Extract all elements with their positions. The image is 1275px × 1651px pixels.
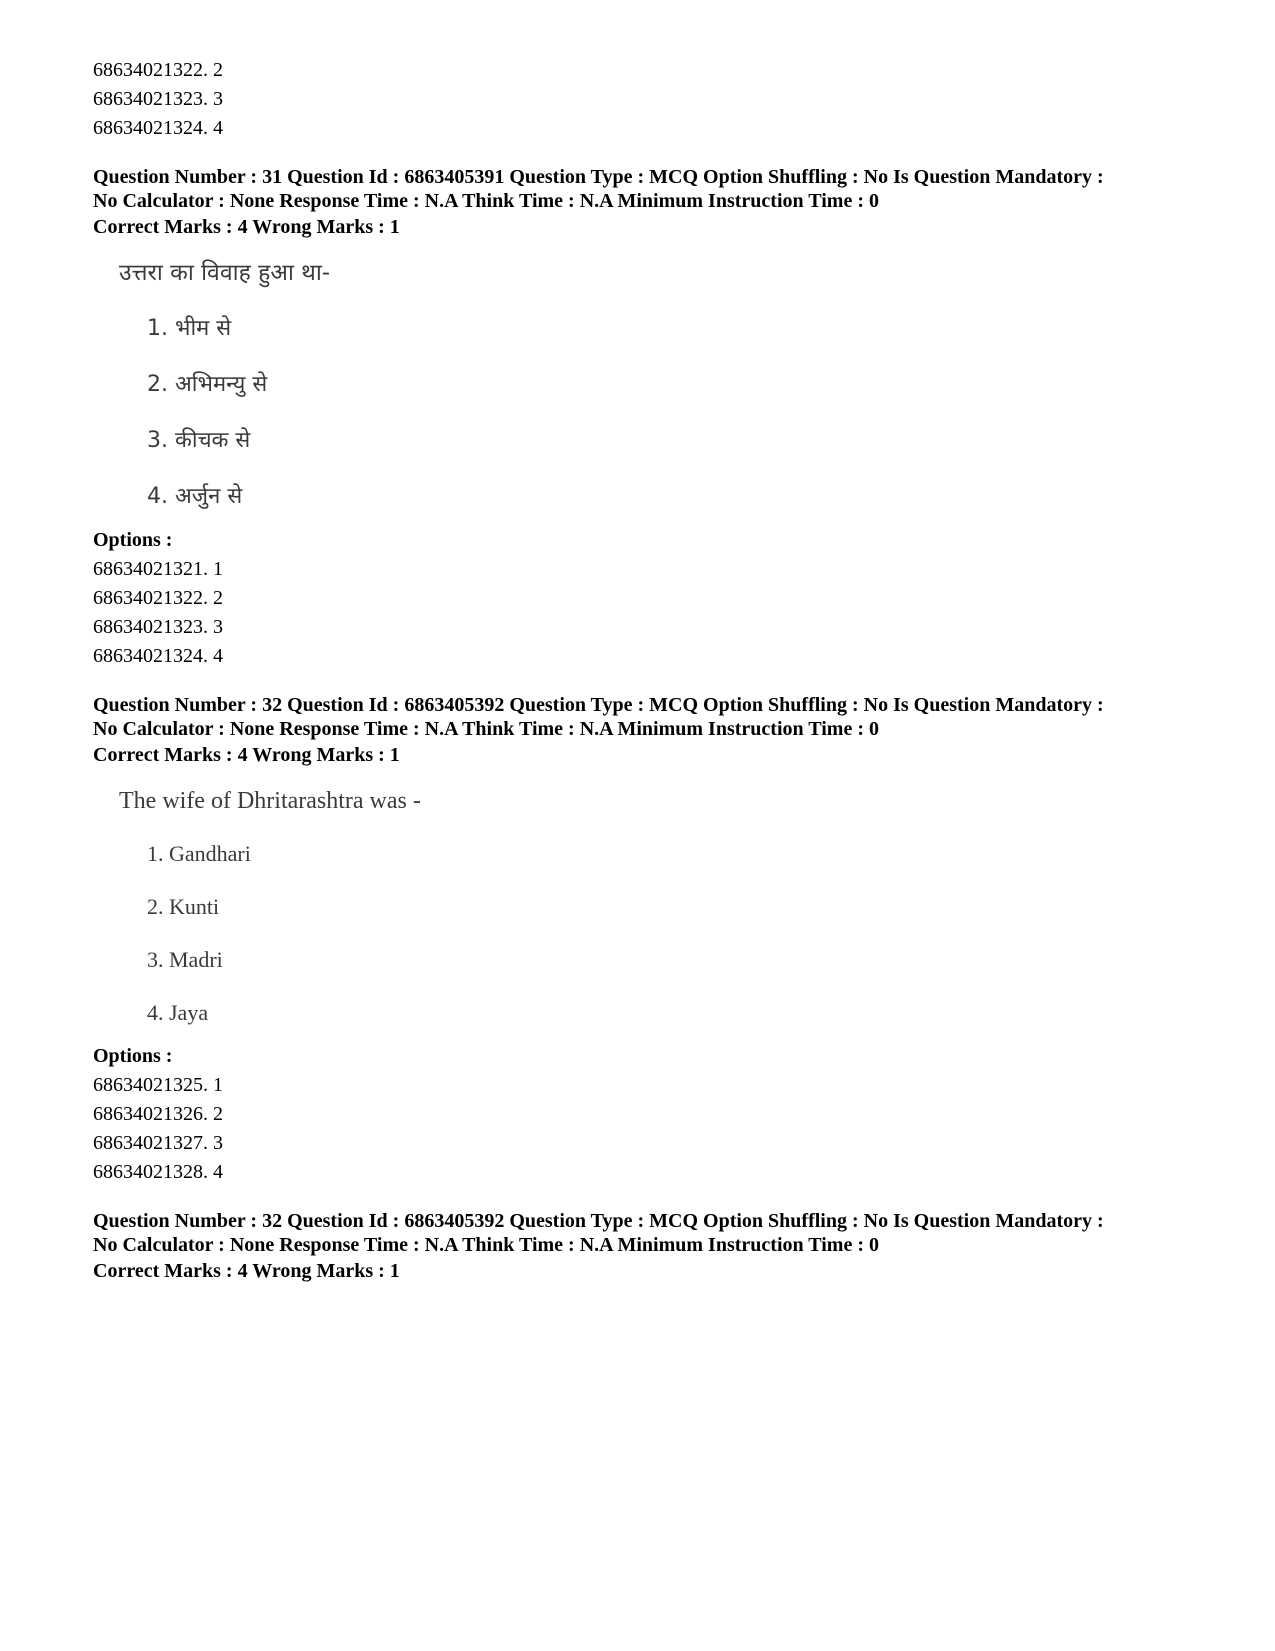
question-meta-line: No Calculator : None Response Time : N.A Think Time : N.A Minimum Instruction Time : 0 [93,1234,879,1256]
choice-item: 4. अर्जुन से [147,484,243,509]
previous-options-list [93,56,1213,143]
choice-item: 1. भीम से [147,316,232,341]
choice-item: 1. Gandhari [147,841,251,866]
question-meta-line: No Calculator : None Response Time : N.A Think Time : N.A Minimum Instruction Time : 0 [93,190,879,212]
choice-item: 3. Madri [147,947,223,972]
options-label: Options : [93,529,173,551]
option-line: 68634021322. 2 [93,59,223,81]
question-meta-line: Question Number : 32 Question Id : 6863405392 Question Type : MCQ Option Shuffling : No Is Question Mandatory : [93,694,1104,716]
document-page [93,56,1213,1286]
question-31-block [93,165,1213,671]
option-line: 68634021323. 3 [93,616,223,638]
question-meta-line: Question Number : 32 Question Id : 6863405392 Question Type : MCQ Option Shuffling : No Is Question Mandatory : [93,1210,1104,1232]
choice-item: 2. Kunti [147,894,220,919]
option-line: 68634021324. 4 [93,645,223,667]
choice-item: 3. कीचक से [147,428,251,453]
options-label: Options : [93,1045,173,1067]
option-line: 68634021321. 1 [93,558,223,580]
question-meta-line: No Calculator : None Response Time : N.A Think Time : N.A Minimum Instruction Time : 0 [93,718,879,740]
question-marks: Correct Marks : 4 Wrong Marks : 1 [93,216,400,238]
option-line: 68634021324. 4 [93,117,223,139]
question-32-block [93,693,1213,1187]
question-32-repeat-block [93,1209,1213,1286]
option-line: 68634021327. 3 [93,1132,223,1154]
choice-item: 2. अभिमन्यु से [147,372,268,397]
question-meta-line: Question Number : 31 Question Id : 6863405391 Question Type : MCQ Option Shuffling : No Is Question Mandatory : [93,166,1104,188]
option-line: 68634021322. 2 [93,587,223,609]
question-text: उत्तरा का विवाह हुआ था- [119,260,331,286]
option-line: 68634021325. 1 [93,1074,223,1096]
option-line: 68634021326. 2 [93,1103,223,1125]
question-text: The wife of Dhritarashtra was - [119,788,421,814]
question-marks: Correct Marks : 4 Wrong Marks : 1 [93,1260,400,1282]
option-line: 68634021323. 3 [93,88,223,110]
option-line: 68634021328. 4 [93,1161,223,1183]
question-image [119,258,1213,512]
choice-item: 4. Jaya [147,1000,209,1025]
question-marks: Correct Marks : 4 Wrong Marks : 1 [93,744,400,766]
question-image [119,786,1213,1028]
